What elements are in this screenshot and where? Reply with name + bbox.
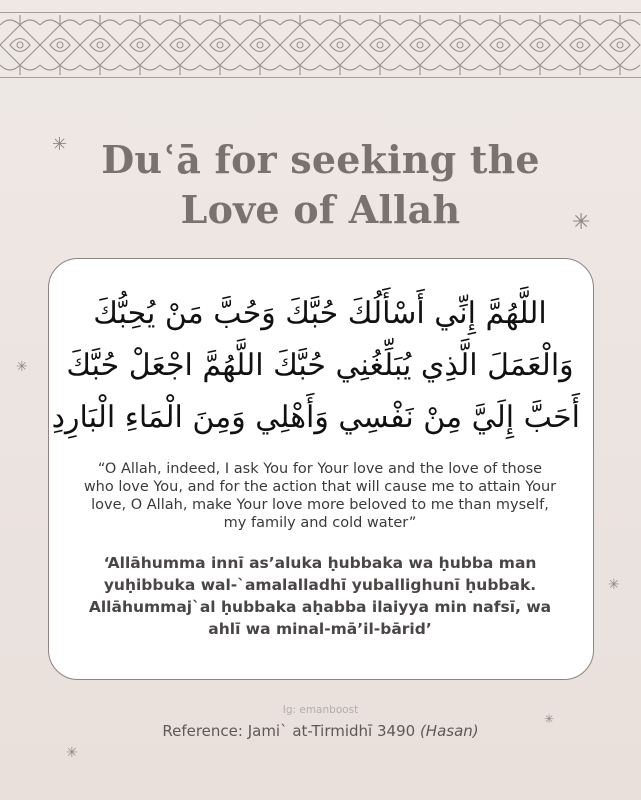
title-line: Love of Allah xyxy=(180,187,461,232)
transliteration-line: yuḥibbuka wal-`amalalladhī yuballighunī ḥubbak. xyxy=(103,576,537,594)
arabic-line: اللَّهُمَّ إِنِّي أَسْأَلُكَ حُبَّكَ وَحُبَّ مَنْ يُحِبُّكَ xyxy=(93,296,547,331)
sparkle-icon: ✳ xyxy=(16,359,28,375)
arabic-dua xyxy=(51,288,580,444)
reference-grade: (Hasan) xyxy=(419,722,479,740)
english-translation xyxy=(70,460,570,532)
transliteration xyxy=(60,552,580,640)
sparkle-icon: ✳ xyxy=(608,577,620,593)
sparkle-icon: ✳ xyxy=(572,210,591,235)
reference-text: Reference: Jami` at-Tirmidhī 3490 xyxy=(162,722,416,740)
sparkle-icon: ✳ xyxy=(52,134,68,155)
translation-line: my family and cold water” xyxy=(223,515,417,531)
floral-border-pattern xyxy=(0,10,641,80)
title-line: Duʿā for seeking the xyxy=(101,137,540,182)
transliteration-line: ahlī wa minal-mā’il-bārid’ xyxy=(208,620,432,638)
transliteration-line: ‘Allāhumma innī as’aluka ḥubbaka wa ḥubba man xyxy=(103,554,537,572)
page-title xyxy=(0,135,641,235)
transliteration-line: Allāhummaj`al ḥubbaka aḥabba ilaiyya min nafsī, wa xyxy=(88,598,552,616)
arabic-line: وَالْعَمَلَ الَّذِي يُبَلِّغُنِي حُبَّكَ اللَّهُمَّ اجْعَلْ حُبَّكَ xyxy=(66,348,574,383)
translation-line: who love You, and for the action that will cause me to attain Your xyxy=(83,479,557,495)
arabic-line: أَحَبَّ إِلَيَّ مِنْ نَفْسِي وَأَهْلِي وَمِنَ الْمَاءِ الْبَارِدِ xyxy=(51,400,580,435)
sparkle-icon: ✳ xyxy=(66,745,78,761)
sparkle-icon: ✳ xyxy=(544,712,555,726)
translation-line: love, O Allah, make Your love more beloved to me than myself, xyxy=(91,497,549,513)
translation-line: “O Allah, indeed, I ask You for Your love and the love of those xyxy=(97,461,543,477)
hadith-reference xyxy=(0,722,641,740)
instagram-handle: Ig: emanboost xyxy=(282,704,359,716)
